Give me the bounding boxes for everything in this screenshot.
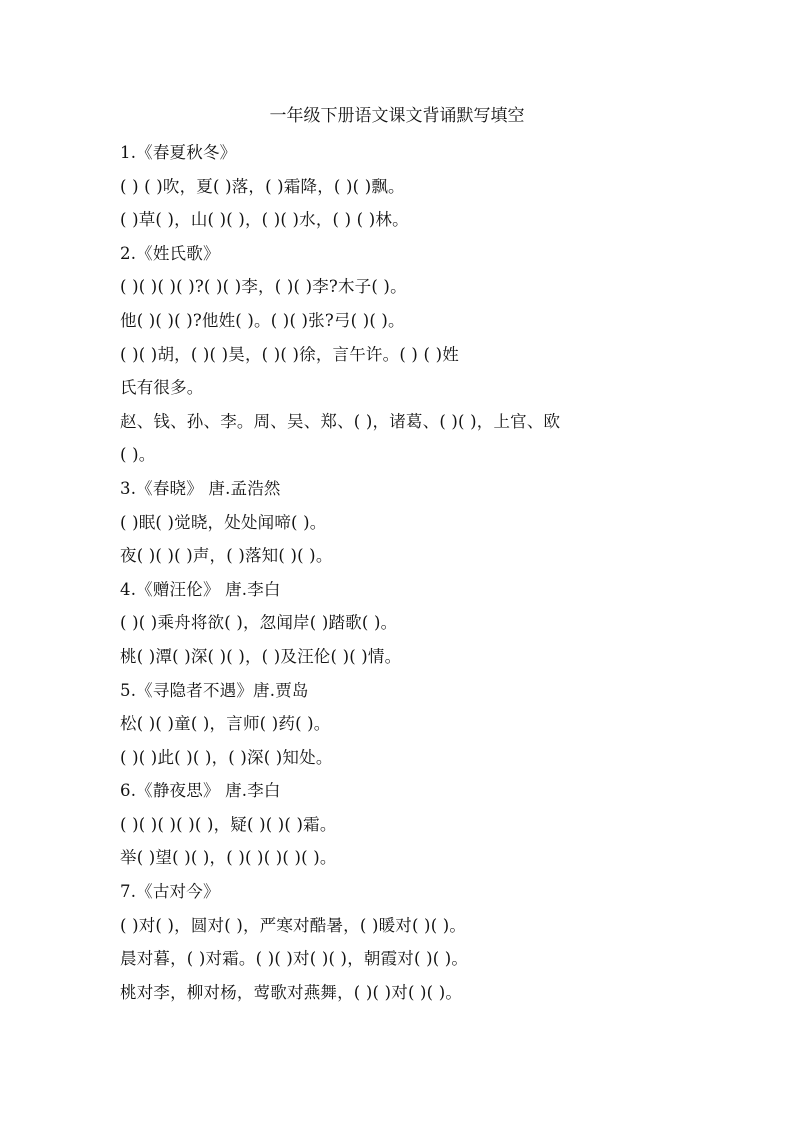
fill-blank-line: ( )( )( )( )?( )( )李，( )( )李?木子( )。: [120, 277, 407, 297]
fill-blank-line: 松( )( )童( )，言师( )药( )。: [120, 714, 331, 734]
fill-blank-line: ( )( )胡，( )( )昊，( )( )徐，言午许。( ) ( )姓: [120, 344, 459, 364]
section-heading: 7.《古对今》: [120, 882, 220, 902]
fill-blank-line: ( )。: [120, 445, 156, 465]
section-heading: 2.《姓氏歌》: [120, 243, 220, 263]
section-heading: 4.《赠汪伦》 唐.李白: [120, 579, 281, 599]
fill-blank-line: ( ) ( )吹，夏( )落，( )霜降，( )( )飘。: [120, 176, 405, 196]
document-title: 一年级下册语文课文背诵默写填空: [269, 106, 525, 126]
fill-blank-line: ( )( )( )( )( )，疑( )( )( )霜。: [120, 814, 337, 834]
fill-blank-line: ( )( )乘舟将欲( )，忽闻岸( )踏歌( )。: [120, 613, 398, 633]
section-heading: 1.《春夏秋冬》: [120, 143, 237, 162]
fill-blank-line: 桃( )潭( )深( )( )，( )及汪伦( )( )情。: [120, 646, 402, 666]
fill-blank-line: 桃对李，柳对杨，莺歌对燕舞，( )( )对( )( )。: [120, 982, 463, 1002]
fill-blank-line: ( )( )此( )( )，( )深( )知处。: [120, 747, 333, 767]
fill-blank-line: 夜( )( )( )声，( )落知( )( )。: [120, 546, 333, 566]
fill-blank-line: ( )眠( )觉晓，处处闻啼( )。: [120, 512, 327, 532]
fill-blank-line: ( )草( )，山( )( )，( )( )水，( ) ( )林。: [120, 210, 409, 230]
section-heading: 5.《寻隐者不遇》唐.贾岛: [120, 680, 309, 700]
fill-blank-line: 赵、钱、孙、李。周、吴、郑、( )，诸葛、( )( )，上官、欧: [120, 411, 561, 431]
fill-blank-line: 晨对暮，( )对霜。( )( )对( )( )，朝霞对( )( )。: [120, 949, 469, 969]
fill-blank-line: ( )对( )，圆对( )，严寒对酷暑，( )暖对( )( )。: [120, 915, 467, 935]
fill-blank-line: 他( )( )( )?他姓( )。( )( )张?弓( )( )。: [120, 310, 405, 330]
exercise-lines: [120, 136, 680, 1009]
section-heading: 6.《静夜思》 唐.李白: [120, 781, 281, 801]
fill-blank-line: 氏有很多。: [120, 378, 204, 398]
section-heading: 3.《春晓》 唐.孟浩然: [120, 478, 281, 498]
fill-blank-line: 举( )望( )( )，( )( )( )( )( )。: [120, 848, 337, 868]
